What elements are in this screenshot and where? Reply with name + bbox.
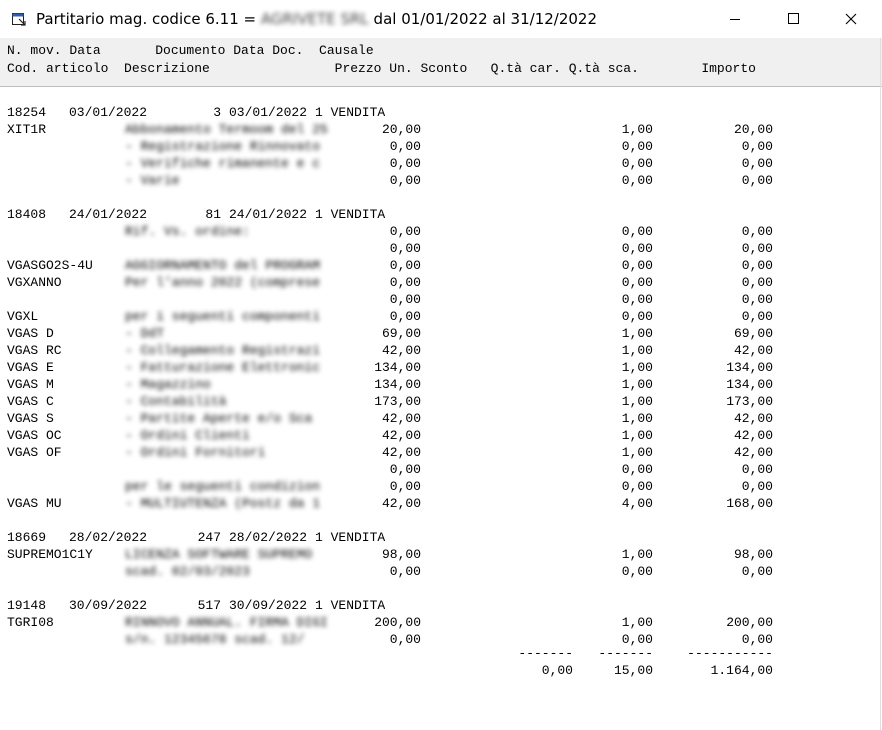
item-row bbox=[7, 427, 877, 444]
item-unit-price: 0,00 bbox=[389, 241, 421, 256]
item-code: VGXANNO bbox=[7, 275, 62, 290]
item-amount: 42,00 bbox=[733, 445, 773, 460]
item-description-redacted: per le seguenti condizion bbox=[125, 479, 321, 494]
window-edge bbox=[880, 38, 881, 730]
item-unit-price: 173,00 bbox=[374, 394, 421, 409]
item-row bbox=[7, 410, 877, 427]
item-unit-price: 98,00 bbox=[381, 547, 421, 562]
total-qty-unloaded: 15,00 bbox=[613, 663, 653, 678]
title-suffix: dal 01/01/2022 al 31/12/2022 bbox=[368, 10, 598, 28]
item-qty-unloaded: 0,00 bbox=[621, 564, 653, 579]
item-amount: 134,00 bbox=[726, 377, 773, 392]
item-unit-price: 0,00 bbox=[389, 292, 421, 307]
item-amount: 42,00 bbox=[733, 428, 773, 443]
item-code: XIT1R bbox=[7, 122, 47, 137]
item-code: VGAS OC bbox=[7, 428, 62, 443]
movement-reason: 1 VENDITA bbox=[315, 530, 386, 545]
item-amount: 0,00 bbox=[741, 275, 773, 290]
item-qty-unloaded: 1,00 bbox=[621, 547, 653, 562]
item-unit-price: 0,00 bbox=[389, 258, 421, 273]
item-qty-unloaded: 1,00 bbox=[621, 394, 653, 409]
item-description-redacted: - Collegamento Registrazi bbox=[125, 343, 321, 358]
separator-qty-unloaded: ------- bbox=[598, 646, 653, 661]
item-unit-price: 0,00 bbox=[389, 275, 421, 290]
item-qty-unloaded: 1,00 bbox=[621, 377, 653, 392]
item-amount: 42,00 bbox=[733, 411, 773, 426]
item-qty-unloaded: 0,00 bbox=[621, 173, 653, 188]
item-amount: 42,00 bbox=[733, 343, 773, 358]
movement-date: 03/01/2022 bbox=[69, 105, 148, 120]
item-row bbox=[7, 393, 877, 410]
item-amount: 200,00 bbox=[726, 615, 773, 630]
movement-header-row bbox=[7, 104, 877, 121]
item-row bbox=[7, 563, 877, 580]
movement-number: 19148 bbox=[7, 598, 47, 613]
item-amount: 0,00 bbox=[741, 462, 773, 477]
item-row bbox=[7, 478, 877, 495]
movement-date: 28/02/2022 bbox=[69, 530, 148, 545]
item-description-redacted: - Ordini Fornitori bbox=[125, 445, 266, 460]
item-description-redacted: Abbonamento Termoom del 25 bbox=[125, 122, 328, 137]
item-row bbox=[7, 444, 877, 461]
movement-header-row bbox=[7, 597, 877, 614]
item-unit-price: 0,00 bbox=[389, 173, 421, 188]
item-description-redacted: - MULTIUTENZA (Postz da 1 bbox=[125, 496, 321, 511]
maximize-icon[interactable] bbox=[764, 0, 822, 38]
item-unit-price: 42,00 bbox=[381, 343, 421, 358]
item-description-redacted: Per l'anno 2022 (comprese bbox=[125, 275, 321, 290]
document-number: 517 bbox=[197, 598, 221, 613]
item-unit-price: 0,00 bbox=[389, 309, 421, 324]
movement-reason: 1 VENDITA bbox=[315, 598, 386, 613]
item-qty-unloaded: 0,00 bbox=[621, 139, 653, 154]
item-amount: 0,00 bbox=[741, 632, 773, 647]
item-row bbox=[7, 240, 877, 257]
item-row bbox=[7, 172, 877, 189]
item-description-redacted: per i seguenti componenti bbox=[125, 309, 321, 324]
item-qty-unloaded: 0,00 bbox=[621, 292, 653, 307]
item-description-redacted: - Registrazione Rinnovato bbox=[125, 139, 321, 154]
document-date: 03/01/2022 bbox=[229, 105, 308, 120]
item-qty-unloaded: 0,00 bbox=[621, 275, 653, 290]
item-row bbox=[7, 138, 877, 155]
movement-date: 30/09/2022 bbox=[69, 598, 148, 613]
item-code: TGRI08 bbox=[7, 615, 54, 630]
item-code: VGAS C bbox=[7, 394, 54, 409]
total-amount: 1.164,00 bbox=[710, 663, 773, 678]
item-row bbox=[7, 614, 877, 631]
item-code: VGASGO2S-4U bbox=[7, 258, 93, 273]
document-number: 81 bbox=[205, 207, 221, 222]
separator-qty-loaded: ------- bbox=[518, 646, 573, 661]
item-unit-price: 0,00 bbox=[389, 479, 421, 494]
item-row bbox=[7, 376, 877, 393]
item-description-redacted: - Ordini Clienti bbox=[125, 428, 250, 443]
report-window-icon[interactable] bbox=[11, 11, 27, 27]
movement-date: 24/01/2022 bbox=[69, 207, 148, 222]
item-qty-unloaded: 4,00 bbox=[621, 496, 653, 511]
item-qty-unloaded: 1,00 bbox=[621, 411, 653, 426]
movement-number: 18254 bbox=[7, 105, 47, 120]
item-unit-price: 0,00 bbox=[389, 632, 421, 647]
item-row bbox=[7, 359, 877, 376]
item-row bbox=[7, 291, 877, 308]
separator-amount: ----------- bbox=[687, 646, 773, 661]
close-icon[interactable] bbox=[822, 0, 880, 38]
item-qty-unloaded: 1,00 bbox=[621, 360, 653, 375]
item-description-redacted: - Fatturazione Elettronic bbox=[125, 360, 321, 375]
item-amount: 0,00 bbox=[741, 224, 773, 239]
header-line-1: N. mov. Data Documento Data Doc. Causale bbox=[7, 43, 374, 58]
item-qty-unloaded: 0,00 bbox=[621, 632, 653, 647]
item-qty-unloaded: 0,00 bbox=[621, 241, 653, 256]
item-description-redacted: - Varie bbox=[125, 173, 180, 188]
document-date: 24/01/2022 bbox=[229, 207, 308, 222]
item-unit-price: 20,00 bbox=[381, 122, 421, 137]
item-amount: 0,00 bbox=[741, 292, 773, 307]
movement-header-row bbox=[7, 206, 877, 223]
title-bar bbox=[0, 0, 882, 38]
item-qty-unloaded: 0,00 bbox=[621, 479, 653, 494]
item-code: SUPREMO1C1Y bbox=[7, 547, 93, 562]
minimize-icon[interactable] bbox=[706, 0, 764, 38]
item-unit-price: 0,00 bbox=[389, 564, 421, 579]
item-code: VGAS MU bbox=[7, 496, 62, 511]
totals-separator-row bbox=[7, 645, 877, 662]
title-prefix: Partitario mag. codice 6.11 = bbox=[36, 10, 261, 28]
item-description-redacted: - DdT bbox=[125, 326, 165, 341]
movement-reason: 1 VENDITA bbox=[315, 207, 386, 222]
report-body[interactable] bbox=[0, 87, 882, 730]
item-row bbox=[7, 495, 877, 512]
window-title bbox=[36, 10, 597, 28]
item-unit-price: 42,00 bbox=[381, 496, 421, 511]
item-qty-unloaded: 1,00 bbox=[621, 428, 653, 443]
document-number: 247 bbox=[197, 530, 221, 545]
movement-number: 18408 bbox=[7, 207, 47, 222]
item-row bbox=[7, 155, 877, 172]
item-qty-unloaded: 1,00 bbox=[621, 343, 653, 358]
item-row bbox=[7, 274, 877, 291]
item-unit-price: 0,00 bbox=[389, 156, 421, 171]
item-amount: 0,00 bbox=[741, 156, 773, 171]
document-number: 3 bbox=[213, 105, 221, 120]
item-amount: 0,00 bbox=[741, 241, 773, 256]
movement-number: 18669 bbox=[7, 530, 47, 545]
document-date: 28/02/2022 bbox=[229, 530, 308, 545]
item-amount: 0,00 bbox=[741, 479, 773, 494]
item-amount: 0,00 bbox=[741, 309, 773, 324]
item-description-redacted: LICENZA SOFTWARE SUPREMO bbox=[125, 547, 313, 562]
item-amount: 134,00 bbox=[726, 360, 773, 375]
item-amount: 0,00 bbox=[741, 173, 773, 188]
item-description-redacted: s/n. 12345678 scad. 12/ bbox=[125, 632, 305, 647]
movement-header-row bbox=[7, 529, 877, 546]
item-unit-price: 134,00 bbox=[374, 360, 421, 375]
item-description-redacted: scad. 02/03/2023 bbox=[125, 564, 250, 579]
item-row bbox=[7, 342, 877, 359]
item-amount: 168,00 bbox=[726, 496, 773, 511]
item-description-redacted: AGGIORNAMENTO del PROGRAM bbox=[125, 258, 321, 273]
item-qty-unloaded: 0,00 bbox=[621, 156, 653, 171]
item-description-redacted: - Magazzino bbox=[125, 377, 211, 392]
item-row bbox=[7, 257, 877, 274]
movement-reason: 1 VENDITA bbox=[315, 105, 386, 120]
item-description-redacted: Rif. Vs. ordine: bbox=[125, 224, 250, 239]
title-customer-redacted: AGRIVETE SRL bbox=[260, 10, 369, 28]
item-amount: 69,00 bbox=[733, 326, 773, 341]
item-unit-price: 69,00 bbox=[381, 326, 421, 341]
item-code: VGAS M bbox=[7, 377, 54, 392]
item-qty-unloaded: 0,00 bbox=[621, 462, 653, 477]
item-qty-unloaded: 1,00 bbox=[621, 615, 653, 630]
item-qty-unloaded: 0,00 bbox=[621, 309, 653, 324]
item-qty-unloaded: 0,00 bbox=[621, 224, 653, 239]
item-code: VGAS D bbox=[7, 326, 54, 341]
item-amount: 0,00 bbox=[741, 564, 773, 579]
item-amount: 20,00 bbox=[733, 122, 773, 137]
item-amount: 98,00 bbox=[733, 547, 773, 562]
item-unit-price: 42,00 bbox=[381, 445, 421, 460]
item-code: VGAS E bbox=[7, 360, 54, 375]
item-row bbox=[7, 308, 877, 325]
item-amount: 173,00 bbox=[726, 394, 773, 409]
item-amount: 0,00 bbox=[741, 258, 773, 273]
item-description-redacted: - Verifiche rimanente e c bbox=[125, 156, 321, 171]
item-code: VGAS OF bbox=[7, 445, 62, 460]
item-code: VGAS S bbox=[7, 411, 54, 426]
item-row bbox=[7, 325, 877, 342]
item-unit-price: 42,00 bbox=[381, 428, 421, 443]
column-header bbox=[0, 38, 882, 87]
item-unit-price: 0,00 bbox=[389, 224, 421, 239]
item-amount: 0,00 bbox=[741, 139, 773, 154]
item-description-redacted: - Partite Aperte e/o Sca bbox=[125, 411, 313, 426]
item-qty-unloaded: 0,00 bbox=[621, 258, 653, 273]
item-row bbox=[7, 546, 877, 563]
item-unit-price: 0,00 bbox=[389, 139, 421, 154]
item-code: VGXL bbox=[7, 309, 39, 324]
item-qty-unloaded: 1,00 bbox=[621, 326, 653, 341]
item-qty-unloaded: 1,00 bbox=[621, 445, 653, 460]
item-qty-unloaded: 1,00 bbox=[621, 122, 653, 137]
item-unit-price: 134,00 bbox=[374, 377, 421, 392]
item-description-redacted: RINNOVO ANNUAL. FIRMA DIGI bbox=[125, 615, 328, 630]
item-row bbox=[7, 461, 877, 478]
item-unit-price: 42,00 bbox=[381, 411, 421, 426]
item-unit-price: 0,00 bbox=[389, 462, 421, 477]
item-description-redacted: - Contabilità bbox=[125, 394, 227, 409]
item-unit-price: 200,00 bbox=[374, 615, 421, 630]
item-row bbox=[7, 223, 877, 240]
item-row bbox=[7, 121, 877, 138]
item-code: VGAS RC bbox=[7, 343, 62, 358]
totals-row bbox=[7, 662, 877, 679]
total-qty-loaded: 0,00 bbox=[541, 663, 573, 678]
document-date: 30/09/2022 bbox=[229, 598, 308, 613]
header-line-2: Cod. articolo Descrizione Prezzo Un. Sconto Q.tà car. Q.tà sca. Importo bbox=[7, 61, 756, 76]
